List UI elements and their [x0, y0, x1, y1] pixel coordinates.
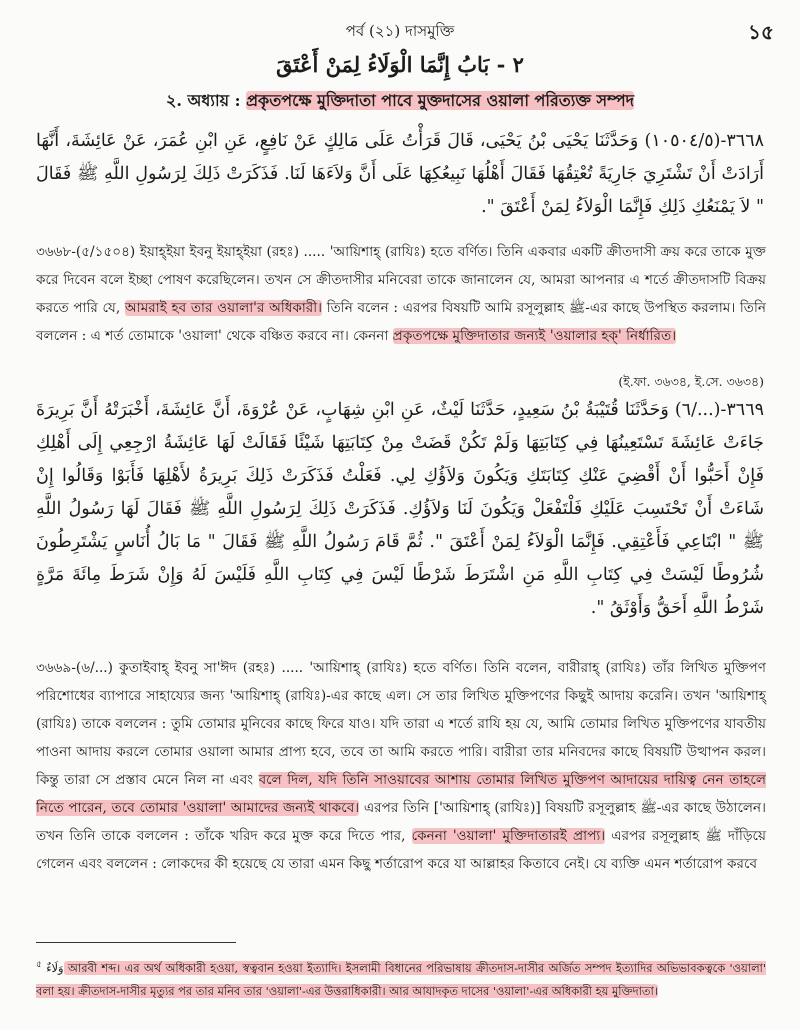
footnote-divider	[36, 942, 236, 943]
hadith-3668-bengali	[36, 238, 766, 350]
hadith-3668-text-2: তিনি বলেন : এরপর বিষয়টি আমি রসূলুল্লাহ ﷺ-এর কাছে উপস্থিত করলাম। তিনি বললেন : এ শর্ত তোমাকে 'ওয়ালা' থেকে বঞ্চিত করবে না। কেননা	[36, 300, 766, 344]
header-title: পর্ব (২১) দাসমুক্তি	[345, 22, 455, 40]
hadith-3669-highlight-2: কেননা 'ওয়ালা' মুক্তিদাতারই প্রাপ্য।	[411, 828, 606, 844]
hadith-3669-text-2: এরপর তিনি ['আয়িশাহ্ (রাযিঃ)] বিষয়টি রসূলুল্লাহ ﷺ-এর কাছে উঠালেন। তখন তিনি তাকে বললেন : তাঁকে খরিদ করে মুক্ত করে দিতে পার,	[36, 800, 767, 844]
hadith-3669-highlight-1: বলে দিল, যদি তিনি সাওয়াবের আশায় তোমার লিখিত মুক্তিপণ আদায়ের দায়িত্ব নেন তাহলে নিতে পারেন, তবে তোমার 'ওয়ালা' আমাদের জন্যই থাকবে।	[36, 772, 766, 816]
chapter-title-arabic: ٢ - بَابُ إِنَّمَا الْوَلَاءُ لِمَنْ أَعْتَقَ	[276, 52, 524, 77]
footnote-marker: ৫	[36, 960, 42, 970]
hadith-3669-text: ৩৬৬৯-(৬/...) কুতাইবাহ্ ইবনু সা'ঈদ (রহঃ) ..... 'আয়িশাহ্ (রাযিঃ) হতে বর্ণিত। তিনি বলেন, বারীরাহ্ (রাযিঃ) তাঁর লিখিত মুক্তিপণ পরিশোধের ব্যাপারে সাহায্যের জন্য 'আয়িশাহ্ (রাযিঃ)-এর কাছে এল। সে তার লিখিত মুক্তিপণের কিছুই আদায় করেনি। তখন 'আয়িশাহ্ (রাযিঃ) তাকে বললেন : তুমি তোমার মুনিবের কাছে ফিরে যাও। যদি তারা এ শর্তে রাযি হয় যে, আমি তোমার লিখিত মুক্তিপণের যাবতীয় পাওনা আদায় করলে তোমার ওয়ালা আমার প্রাপ্য হবে, তবে তা আমি করতে পারি। বারীরা তার মনিবদের কাছে বিষয়টি উত্থাপন করল। কিন্তু তারা সে প্রস্তাব মেনে নিল না এবং	[36, 660, 766, 788]
footnote-text: আরবী শব্দ। এর অর্থ অধিকারী হওয়া, স্বত্ববান হওয়া ইত্যাদি। ইসলামী বিধানের পরিভাষায় ক্রীতদাস-দাসীর অর্জিত সম্পদ ইত্যাদির অভিভাবকত্বকে 'ওয়ালা' বলা হয়। ক্রীতদাস-দাসীর মৃত্যুর পর তার মনিব তার 'ওয়ালা'-এর উত্তরাধিকারী। আর আযাদকৃত দাসের 'ওয়ালা'-এর অধিকারী হয় মুক্তিদাতা।	[36, 960, 766, 998]
hadith-3668-reference: (ই.ফা. ৩৬৩৪, ই.সে. ৩৬৩৪)	[618, 374, 764, 389]
chapter-title-highlight: প্রকৃতপক্ষে মুক্তিদাতা পাবে মুক্তদাসের ওয়ালা পরিত্যক্ত সম্পদ	[246, 91, 635, 110]
hadith-3668-text: ৩৬৬৮-(৫/১৫০৪) ইয়াহ্ইয়া ইবনু ইয়াহ্ইয়া (রহঃ) ..... 'আয়িশাহ্ (রাযিঃ) হতে বর্ণিত। তিনি একবার একটি ক্রীতদাসী ক্রয় করে তাকে মুক্ত করে দিবেন বলে ইচ্ছা পোষণ করেছিলেন। তখন সে ক্রীতদাসীর মনিবেরা তাকে জানালেন যে, আমরা আপনার এ শর্তে ক্রীতদাসটি বিক্রয় করতে পারি যে,	[36, 244, 766, 316]
footnote	[36, 954, 766, 1003]
hadith-3668-highlight-2: প্রকৃতপক্ষে মুক্তিদাতার জন্যই 'ওয়ালার হক্' নির্ধারিত।	[392, 328, 677, 344]
hadith-3668-highlight-1: আমরাই হব তার ওয়ালা'র অধিকারী।	[124, 300, 323, 316]
hadith-3669-arabic: ٣٦٦٩-(.../٦) وَحَدَّثَنَا قُتَيْبَةُ بْنُ سَعِيدٍ، حَدَّثَنَا لَيْثٌ، عَنِ ابْنِ شِهَابٍ، عَنْ عُرْوَةَ، أَنَّ عَائِشَةَ، أَخْبَرَتْهُ أَنَّ بَرِيرَةَ جَاءَتْ عَائِشَةَ تَسْتَعِينُهَا فِي كِتَابَتِهَا وَلَمْ تَكُنْ قَضَتْ مِنْ كِتَابَتِهَا شَيْئًا فَقَالَتْ لَهَا عَائِشَةُ ارْجِعِي إِلَى أَهْلِكِ فَإِنْ أَحَبُّوا أَنْ أَقْضِيَ عَنْكِ كِتَابَتَكِ وَيَكُونَ وَلاَؤُكِ لِي. فَعَلْتُ فَذَكَرَتْ ذَلِكَ بَرِيرَةُ لأَهْلِهَا فَأَبَوْا وَقَالُوا إِنْ شَاءَتْ أَنْ تَحْتَسِبَ عَلَيْكِ فَلْتَفْعَلْ وَيَكُونَ لَنَا وَلاَؤُكِ. فَذَكَرَتْ ذَلِكَ لِرَسُولِ اللَّهِ ﷺ فَقَالَ لَهَا رَسُولُ اللَّهِ ﷺ " ابْتَاعِي فَأَعْتِقِي. فَإِنَّمَا الْوَلاَءُ لِمَنْ أَعْتَقَ ". ثُمَّ قَامَ رَسُولُ اللَّهِ ﷺ فَقَالَ " مَا بَالُ أُنَاسٍ يَشْتَرِطُونَ شُرُوطًا لَيْسَتْ فِي كِتَابِ اللَّهِ مَنِ اشْتَرَطَ شَرْطًا لَيْسَ فِي كِتَابِ اللَّهِ فَلَيْسَ لَهُ وَإِنْ شَرَطَ مِائَةَ مَرَّةٍ شَرْطُ اللَّهِ أَحَقُّ وَأَوْثَقُ ".	[36, 400, 764, 618]
page-header	[0, 14, 800, 44]
hadith-3669-text-3: এরপর রসূলুল্লাহ ﷺ দাঁড়িয়ে গেলেন এবং বললেন : লোকদের কী হয়েছে যে তারা এমন কিছু শর্তারোপ করে যা আল্লাহর কিতাবে নেই। যে ব্যক্তি এমন শর্তারোপ করবে	[36, 828, 767, 872]
hadith-3669-bengali	[36, 654, 766, 878]
chapter-title-bengali	[40, 88, 760, 115]
page-number: ১৫	[748, 20, 774, 44]
footnote-term: وَلَاءٌ	[46, 960, 64, 975]
hadith-3668-arabic: ٣٦٦٨-(١٠٥٠٤/٥) وَحَدَّثَنَا يَحْيَى بْنُ يَحْيَى، قَالَ قَرَأْتُ عَلَى مَالِكٍ عَنْ نَافِعٍ، عَنِ ابْنِ عُمَرَ، عَنْ عَائِشَةَ، أَنَّهَا أَرَادَتْ أَنْ تَشْتَرِيَ جَارِيَةً تُعْتِقُهَا فَقَالَ أَهْلُهَا نَبِيعُكِهَا عَلَى أَنَّ وَلاَءَهَا لَنَا. فَذَكَرَتْ ذَلِكَ لِرَسُولِ اللَّهِ ﷺ فَقَالَ " لاَ يَمْنَعُكِ ذَلِكِ فَإِنَّمَا الْوَلاَءُ لِمَنْ أَعْتَقَ ".	[36, 131, 764, 217]
chapter-prefix: ২. অধ্যায় :	[165, 91, 241, 110]
